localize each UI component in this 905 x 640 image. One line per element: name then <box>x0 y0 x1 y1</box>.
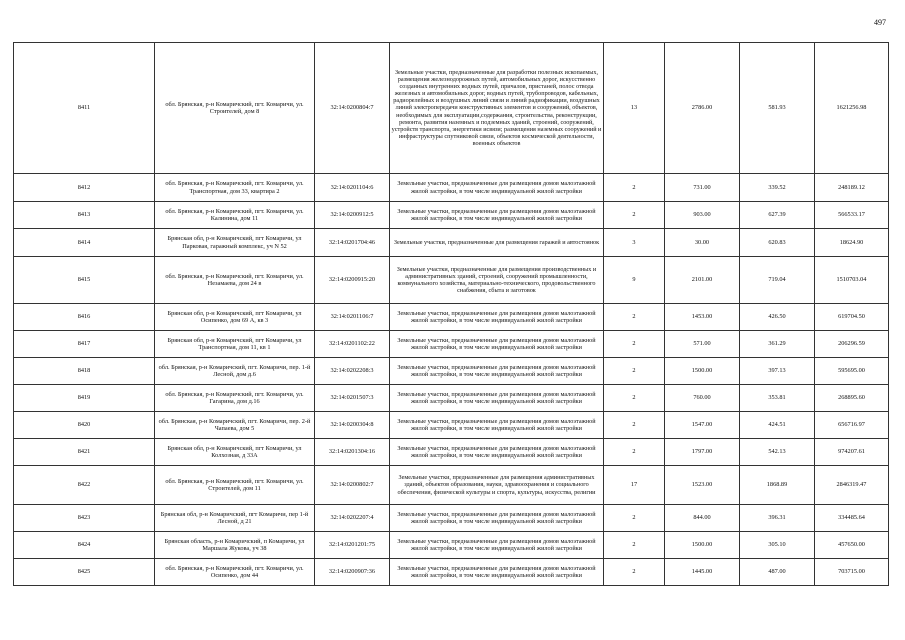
address-cell: обл. Брянская, р-н Комаричский, пгт. Комаричи, ул. Строителей, дом 8 <box>155 43 315 174</box>
area-cell: 571.00 <box>665 331 740 358</box>
cadastral-value-cell: 206296.59 <box>815 331 889 358</box>
use-code-cell: 13 <box>604 43 665 174</box>
row-number: 8418 <box>14 358 155 385</box>
specific-value-cell: 396.31 <box>740 505 815 532</box>
cadastral-value-cell: 2846319.47 <box>815 466 889 505</box>
table-row <box>14 385 889 412</box>
use-code-cell: 2 <box>604 505 665 532</box>
address-cell: обл. Брянская, р-н Комаричский, пгт. Комаричи, ул. Гагарина, дом д.16 <box>155 385 315 412</box>
land-use-cell: Земельные участки, предназначенные для размещения домов малоэтажной жилой застройки, в том числе индивидуальной жилой застройки <box>390 385 604 412</box>
use-code-cell: 2 <box>604 439 665 466</box>
specific-value-cell: 424.51 <box>740 412 815 439</box>
use-code-cell: 2 <box>604 412 665 439</box>
area-cell: 1547.00 <box>665 412 740 439</box>
table-row <box>14 202 889 229</box>
table-row <box>14 412 889 439</box>
use-code-cell: 2 <box>604 385 665 412</box>
row-number: 8419 <box>14 385 155 412</box>
use-code-cell: 2 <box>604 202 665 229</box>
address-cell: обл. Брянская, р-н Комаричский, пгт. Комаричи, ул. Калинина, дом 11 <box>155 202 315 229</box>
cadastral-value-cell: 703715.00 <box>815 559 889 586</box>
area-cell: 2101.00 <box>665 257 740 304</box>
row-number: 8421 <box>14 439 155 466</box>
table-row <box>14 257 889 304</box>
specific-value-cell: 1868.89 <box>740 466 815 505</box>
row-number: 8413 <box>14 202 155 229</box>
row-number: 8424 <box>14 532 155 559</box>
cadastral-value-cell: 1621256.98 <box>815 43 889 174</box>
area-cell: 2786.00 <box>665 43 740 174</box>
cadastral-number-cell: 32:14:0201304:16 <box>315 439 390 466</box>
cadastral-value-cell: 248189.12 <box>815 174 889 202</box>
table-row <box>14 229 889 257</box>
cadastral-number-cell: 32:14:0201704:46 <box>315 229 390 257</box>
address-cell: обл. Брянская, р-н Комаричский, пгт. Комаричи, ул. Транспортная, дом 33, квартира 2 <box>155 174 315 202</box>
cadastral-value-cell: 268895.60 <box>815 385 889 412</box>
land-use-cell: Земельные участки, предназначенные для размещения домов малоэтажной жилой застройки, в том числе индивидуальной жилой застройки <box>390 358 604 385</box>
use-code-cell: 9 <box>604 257 665 304</box>
cadastral-number-cell: 32:14:0201507:3 <box>315 385 390 412</box>
specific-value-cell: 487.00 <box>740 559 815 586</box>
use-code-cell: 17 <box>604 466 665 505</box>
row-number: 8420 <box>14 412 155 439</box>
table-row <box>14 331 889 358</box>
cadastral-value-cell: 619704.50 <box>815 304 889 331</box>
row-number: 8423 <box>14 505 155 532</box>
specific-value-cell: 719.04 <box>740 257 815 304</box>
address-cell: обл. Брянская, р-н Комаричский, пгт. Комаричи, пер. 2-й Чапаева, дом 5 <box>155 412 315 439</box>
row-number: 8412 <box>14 174 155 202</box>
area-cell: 760.00 <box>665 385 740 412</box>
land-use-cell: Земельные участки, предназначенные для размещения гаражей и автостоянок <box>390 229 604 257</box>
page-number: 497 <box>874 18 886 27</box>
cadastral-value-table <box>13 42 889 586</box>
specific-value-cell: 620.83 <box>740 229 815 257</box>
area-cell: 903.00 <box>665 202 740 229</box>
specific-value-cell: 305.10 <box>740 532 815 559</box>
specific-value-cell: 542.13 <box>740 439 815 466</box>
specific-value-cell: 397.13 <box>740 358 815 385</box>
specific-value-cell: 581.93 <box>740 43 815 174</box>
table-row <box>14 358 889 385</box>
land-use-cell: Земельные участки, предназначенные для размещения домов малоэтажной жилой застройки, в том числе индивидуальной жилой застройки <box>390 412 604 439</box>
cadastral-number-cell: 32:14:0201106:7 <box>315 304 390 331</box>
cadastral-number-cell: 32:14:0200907:36 <box>315 559 390 586</box>
cadastral-number-cell: 32:14:0202207:4 <box>315 505 390 532</box>
cadastral-number-cell: 32:14:0201104:6 <box>315 174 390 202</box>
use-code-cell: 2 <box>604 532 665 559</box>
land-use-cell: Земельные участки, предназначенные для размещения административных зданий, объектов образования, науки, здравоохранения и социального обеспечения, физической культуры и спорта, культуры, искусства, религии <box>390 466 604 505</box>
area-cell: 1500.00 <box>665 358 740 385</box>
cadastral-value-cell: 974207.61 <box>815 439 889 466</box>
specific-value-cell: 627.39 <box>740 202 815 229</box>
use-code-cell: 2 <box>604 331 665 358</box>
land-use-cell: Земельные участки, предназначенные для размещения домов малоэтажной жилой застройки, в том числе индивидуальной жилой застройки <box>390 439 604 466</box>
address-cell: обл. Брянская, р-н Комаричский, пгт. Комаричи, ул. Осипенко, дом 44 <box>155 559 315 586</box>
cadastral-number-cell: 32:14:0200802:7 <box>315 466 390 505</box>
area-cell: 1523.00 <box>665 466 740 505</box>
table-row <box>14 174 889 202</box>
area-cell: 1500.00 <box>665 532 740 559</box>
table-row <box>14 43 889 174</box>
use-code-cell: 2 <box>604 304 665 331</box>
address-cell: обл. Брянская, р-н Комаричский, пгт. Комаричи, пер. 1-й Лесной, дом д.6 <box>155 358 315 385</box>
area-cell: 1797.00 <box>665 439 740 466</box>
area-cell: 30.00 <box>665 229 740 257</box>
land-use-cell: Земельные участки, предназначенные для размещения домов малоэтажной жилой застройки, в том числе индивидуальной жилой застройки <box>390 532 604 559</box>
use-code-cell: 2 <box>604 174 665 202</box>
address-cell: Брянская обл, р-н Комаричский, пгт Комаричи, ул Парковая, гаражный комплекс, уч N 52 <box>155 229 315 257</box>
cadastral-value-cell: 656716.97 <box>815 412 889 439</box>
address-cell: Брянская обл, р-н Комаричский, пгт Комаричи, ул Транспортная, дом 11, кв 1 <box>155 331 315 358</box>
row-number: 8414 <box>14 229 155 257</box>
row-number: 8416 <box>14 304 155 331</box>
table-row <box>14 304 889 331</box>
table-row <box>14 559 889 586</box>
address-cell: Брянская обл, р-н Комаричский, пгт Комаричи, ул Колхозная, д 33А <box>155 439 315 466</box>
row-number: 8425 <box>14 559 155 586</box>
specific-value-cell: 339.52 <box>740 174 815 202</box>
area-cell: 1445.00 <box>665 559 740 586</box>
specific-value-cell: 426.50 <box>740 304 815 331</box>
address-cell: обл. Брянская, р-н Комаричский, пгт. Комаричи, ул. Строителей, дом 11 <box>155 466 315 505</box>
specific-value-cell: 361.29 <box>740 331 815 358</box>
table-row <box>14 532 889 559</box>
area-cell: 731.00 <box>665 174 740 202</box>
address-cell: обл. Брянская, р-н Комаричский, пгт. Комаричи, ул. Незамаева, дом 24 в <box>155 257 315 304</box>
cadastral-number-cell: 32:14:0201201:75 <box>315 532 390 559</box>
cadastral-number-cell: 32:14:0200915:20 <box>315 257 390 304</box>
land-use-cell: Земельные участки, предназначенные для размещения домов малоэтажной жилой застройки, в том числе индивидуальной жилой застройки <box>390 174 604 202</box>
land-use-cell: Земельные участки, предназначенные для разработки полезных ископаемых, размещения железнодорожных путей, автомобильных дорог, искусственно созданных внутренних водных путей, причалов, пристаней, полос отвода железных и автомобильных дорог, водных путей, трубопроводов, кабельных, радиорелейных и воздушных линий связи и линий радиофикации, воздушных линий электропередачи конструктивных элементов и сооружений, объектов, необходимых для эксплуатации,содержания, строительства, реконструкции, ремонта, развития наземных и подземных зданий, строений, сооружений, устройств транспорта, энергетики исвязи; размещения наземных сооружений и инфраструктуры спутниковой связи, объектов космической деятельности, военных объектов <box>390 43 604 174</box>
cadastral-value-cell: 595695.00 <box>815 358 889 385</box>
cadastral-value-cell: 566533.17 <box>815 202 889 229</box>
cadastral-number-cell: 32:14:0200912:5 <box>315 202 390 229</box>
address-cell: Брянская обл, р-н Комаричский, пгт Комаричи, пер 1-й Лесной, д 21 <box>155 505 315 532</box>
cadastral-value-cell: 1510703.04 <box>815 257 889 304</box>
address-cell: Брянская обл, р-н Комаричский, пгт Комаричи, ул Осипенко, дом 69 А, кв 3 <box>155 304 315 331</box>
cadastral-number-cell: 32:14:0202208:3 <box>315 358 390 385</box>
row-number: 8411 <box>14 43 155 174</box>
row-number: 8422 <box>14 466 155 505</box>
use-code-cell: 3 <box>604 229 665 257</box>
cadastral-value-cell: 457650.00 <box>815 532 889 559</box>
land-use-cell: Земельные участки, предназначенные для размещения домов малоэтажной жилой застройки, в том числе индивидуальной жилой застройки <box>390 202 604 229</box>
specific-value-cell: 353.81 <box>740 385 815 412</box>
table-row <box>14 466 889 505</box>
area-cell: 1453.00 <box>665 304 740 331</box>
land-use-cell: Земельные участки, предназначенные для размещения производственных и административных зданий, строений, сооружений промышленности, коммунального хозяйства, материально-технического, продовольственного снабжения, сбыта и заготовок <box>390 257 604 304</box>
area-cell: 844.00 <box>665 505 740 532</box>
land-use-cell: Земельные участки, предназначенные для размещения домов малоэтажной жилой застройки, в том числе индивидуальной жилой застройки <box>390 331 604 358</box>
use-code-cell: 2 <box>604 358 665 385</box>
cadastral-number-cell: 32:14:0200804:7 <box>315 43 390 174</box>
cadastral-value-cell: 334485.64 <box>815 505 889 532</box>
row-number: 8415 <box>14 257 155 304</box>
row-number: 8417 <box>14 331 155 358</box>
land-use-cell: Земельные участки, предназначенные для размещения домов малоэтажной жилой застройки, в том числе индивидуальной жилой застройки <box>390 559 604 586</box>
address-cell: Брянская область, р-н Комаричский, п Комаричи, ул Маршала Жукова, уч 38 <box>155 532 315 559</box>
cadastral-number-cell: 32:14:0200304:8 <box>315 412 390 439</box>
cadastral-number-cell: 32:14:0201102:22 <box>315 331 390 358</box>
table-row <box>14 439 889 466</box>
table-row <box>14 505 889 532</box>
cadastral-value-cell: 18624.90 <box>815 229 889 257</box>
land-use-cell: Земельные участки, предназначенные для размещения домов малоэтажной жилой застройки, в том числе индивидуальной жилой застройки <box>390 304 604 331</box>
use-code-cell: 2 <box>604 559 665 586</box>
land-use-cell: Земельные участки, предназначенные для размещения домов малоэтажной жилой застройки, в том числе индивидуальной жилой застройки <box>390 505 604 532</box>
